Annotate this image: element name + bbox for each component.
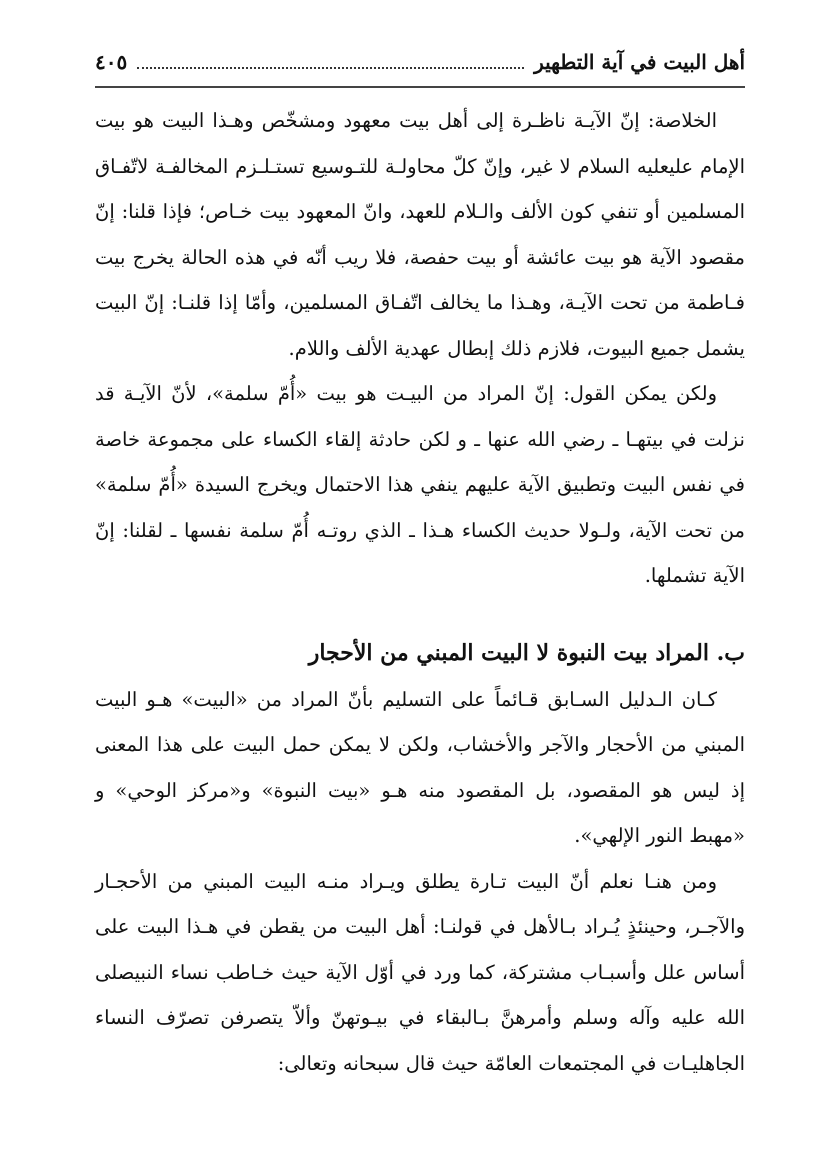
paragraph-summary: الخلاصة: إنّ الآيـة ناظـرة إلى أهل بيت معهود ومشخّص وهـذا البيت هو بيت الإمام عليعليه السلام لا غير، وإنّ كلّ محاولـة للتـوسيع تستـلـزم المخالفـة لاتّفـاق المسلمين أو تنفي كون الألف والـلام للعهد، وانّ المعهود بيت خـاص؛ فإذا قلنا: إنّ مقصود الآية هو بيت عائشة أو بيت حفصة، فلا ريب أنّه في هذه الحالة يخرج بيت فـاطمة من تحت الآيـة، وهـذا ما يخالف اتّفـاق المسلمين، وأمّا إذا قلنـا: إنّ البيت يشمل جميع البيوت، فلازم ذلك إبطال عهدية الألف واللام. <box>95 109 745 360</box>
page-header <box>95 40 745 84</box>
paragraph-house-of-prophethood: كـان الـدليل السـابق قـائماً على التسليم بأنّ المراد من «البيت» هـو البيت المبني من الأحجار والآجر والأخشاب، ولكن لا يمكن حمل البيت على هذا المعنى إذ ليس هو المقصود، بل المقصود منه هـو «بيت النبوة» و«مركز الوحي» و «مهبط النور الإلهي». <box>95 687 745 847</box>
header-leader-dots <box>137 67 524 69</box>
header-rule <box>95 86 745 88</box>
paragraph-umm-salama: ولكن يمكن القول: إنّ المراد من البيـت هو بيت «أُمّ سلمة»، لأنّ الآيـة قد نزلت في بيتهـا ـ رضي الله عنها ـ و لكن حادثة إلقاء الكساء على مجموعة خاصة في نفس البيت وتطبيق الآية عليهم ينفي هذا الاحتمال ويخرج السيدة «أُمّ سلمة» من تحت الآية، ولـولا حديث الكساء هـذا ـ الذي روتـه أُمّ سلمة نفسها ـ لقلنا: إنّ الآية تشملها. <box>95 382 745 587</box>
page-number: ٤٠٥ <box>95 50 128 74</box>
running-title: أهل البيت في آية التطهير <box>534 50 745 74</box>
page-body <box>95 98 745 1086</box>
section-heading: ب. المراد بيت النبوة لا البيت المبني من الأحجار <box>308 639 745 666</box>
paragraph-house-meanings: ومن هنـا نعلم أنّ البيت تـارة يطلق ويـراد منـه البيت المبني من الأحجـار والآجـر، وحينئذٍ يُـراد بـالأهل في قولنـا: أهل البيت من يقطن في هـذا البيت على أساس علل وأسبـاب مشتركة، كما ورد في أوّل الآية حيث خـاطب نساء النبيصلى الله عليه وآله وسلم وأمرهنَّ بـالبقاء في بيـوتهنّ وألاّ يتصرفن تصرّف النساء الجاهليـات في المجتمعات العامّة حيث قال سبحانه وتعالى: <box>95 869 745 1075</box>
